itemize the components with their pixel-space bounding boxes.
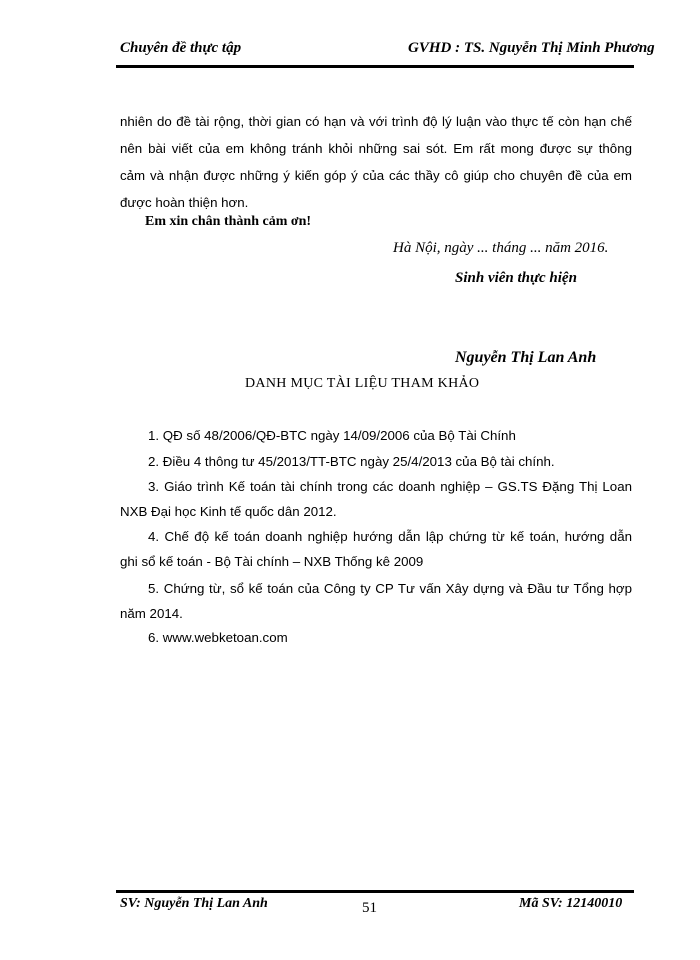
thanks-line: Em xin chân thành cảm ơn!: [145, 214, 312, 229]
reference-text: 4. Chế độ kế toán doanh nghiệp hướng dẫn lập chứng từ kế toán, hướng dẫn: [148, 529, 632, 544]
reference-text: 1. QĐ số 48/2006/QĐ-BTC ngày 14/09/2006 của Bộ Tài Chính: [148, 428, 516, 443]
date-place-line: Hà Nội, ngày ... tháng ... năm 2016.: [393, 240, 609, 256]
page-number: 51: [362, 900, 377, 916]
reference-item: [120, 449, 632, 474]
header-course-title: Chuyên đề thực tập: [120, 40, 242, 56]
reference-item: [120, 625, 632, 650]
reference-text: 3. Giáo trình Kế toán tài chính trong các doanh nghiệp – GS.TS Đặng Thị Loan: [148, 479, 632, 494]
reference-text: 2. Điều 4 thông tư 45/2013/TT-BTC ngày 25/4/2013 của Bộ tài chính.: [148, 454, 555, 469]
reference-link-text: 6. www.webketoan.com: [148, 630, 288, 645]
header-divider: [116, 65, 634, 68]
footer-student-name: SV: Nguyễn Thị Lan Anh: [120, 896, 268, 911]
reference-item: [120, 423, 632, 448]
paragraph-line: được hoàn thiện hơn.: [120, 195, 249, 210]
reference-item: [120, 576, 632, 626]
footer-divider: [116, 890, 634, 893]
reference-item: [120, 474, 632, 524]
reference-text: 5. Chứng từ, sổ kế toán của Công ty CP Tư vấn Xây dựng và Đầu tư Tổng hợp: [148, 581, 632, 596]
footer-student-id: Mã SV: 12140010: [519, 896, 623, 911]
header-supervisor: GVHD : TS. Nguyễn Thị Minh Phương: [408, 40, 655, 56]
reference-text-continued: ghi sổ kế toán - Bộ Tài chính – NXB Thống kê 2009: [120, 554, 424, 569]
signer-label: Sinh viên thực hiện: [455, 270, 577, 286]
paragraph-line: nhiên do đề tài rộng, thời gian có hạn và với trình độ lý luận vào thực tế còn hạn chế: [120, 114, 632, 129]
paragraph-line: nên bài viết của em không tránh khỏi những sai sót. Em rất mong được sự thông: [120, 141, 632, 156]
closing-paragraph: [120, 108, 632, 216]
references-title: DANH MỤC TÀI LIỆU THAM KHẢO: [245, 376, 480, 391]
signer-name: Nguyễn Thị Lan Anh: [455, 349, 597, 366]
reference-text-continued: năm 2014.: [120, 606, 183, 621]
reference-item: [120, 524, 632, 574]
paragraph-line: cảm và nhận được những ý kiến góp ý của các thầy cô giúp cho chuyên đề của em: [120, 168, 632, 183]
reference-text-continued: NXB Đại học Kinh tế quốc dân 2012.: [120, 504, 337, 519]
